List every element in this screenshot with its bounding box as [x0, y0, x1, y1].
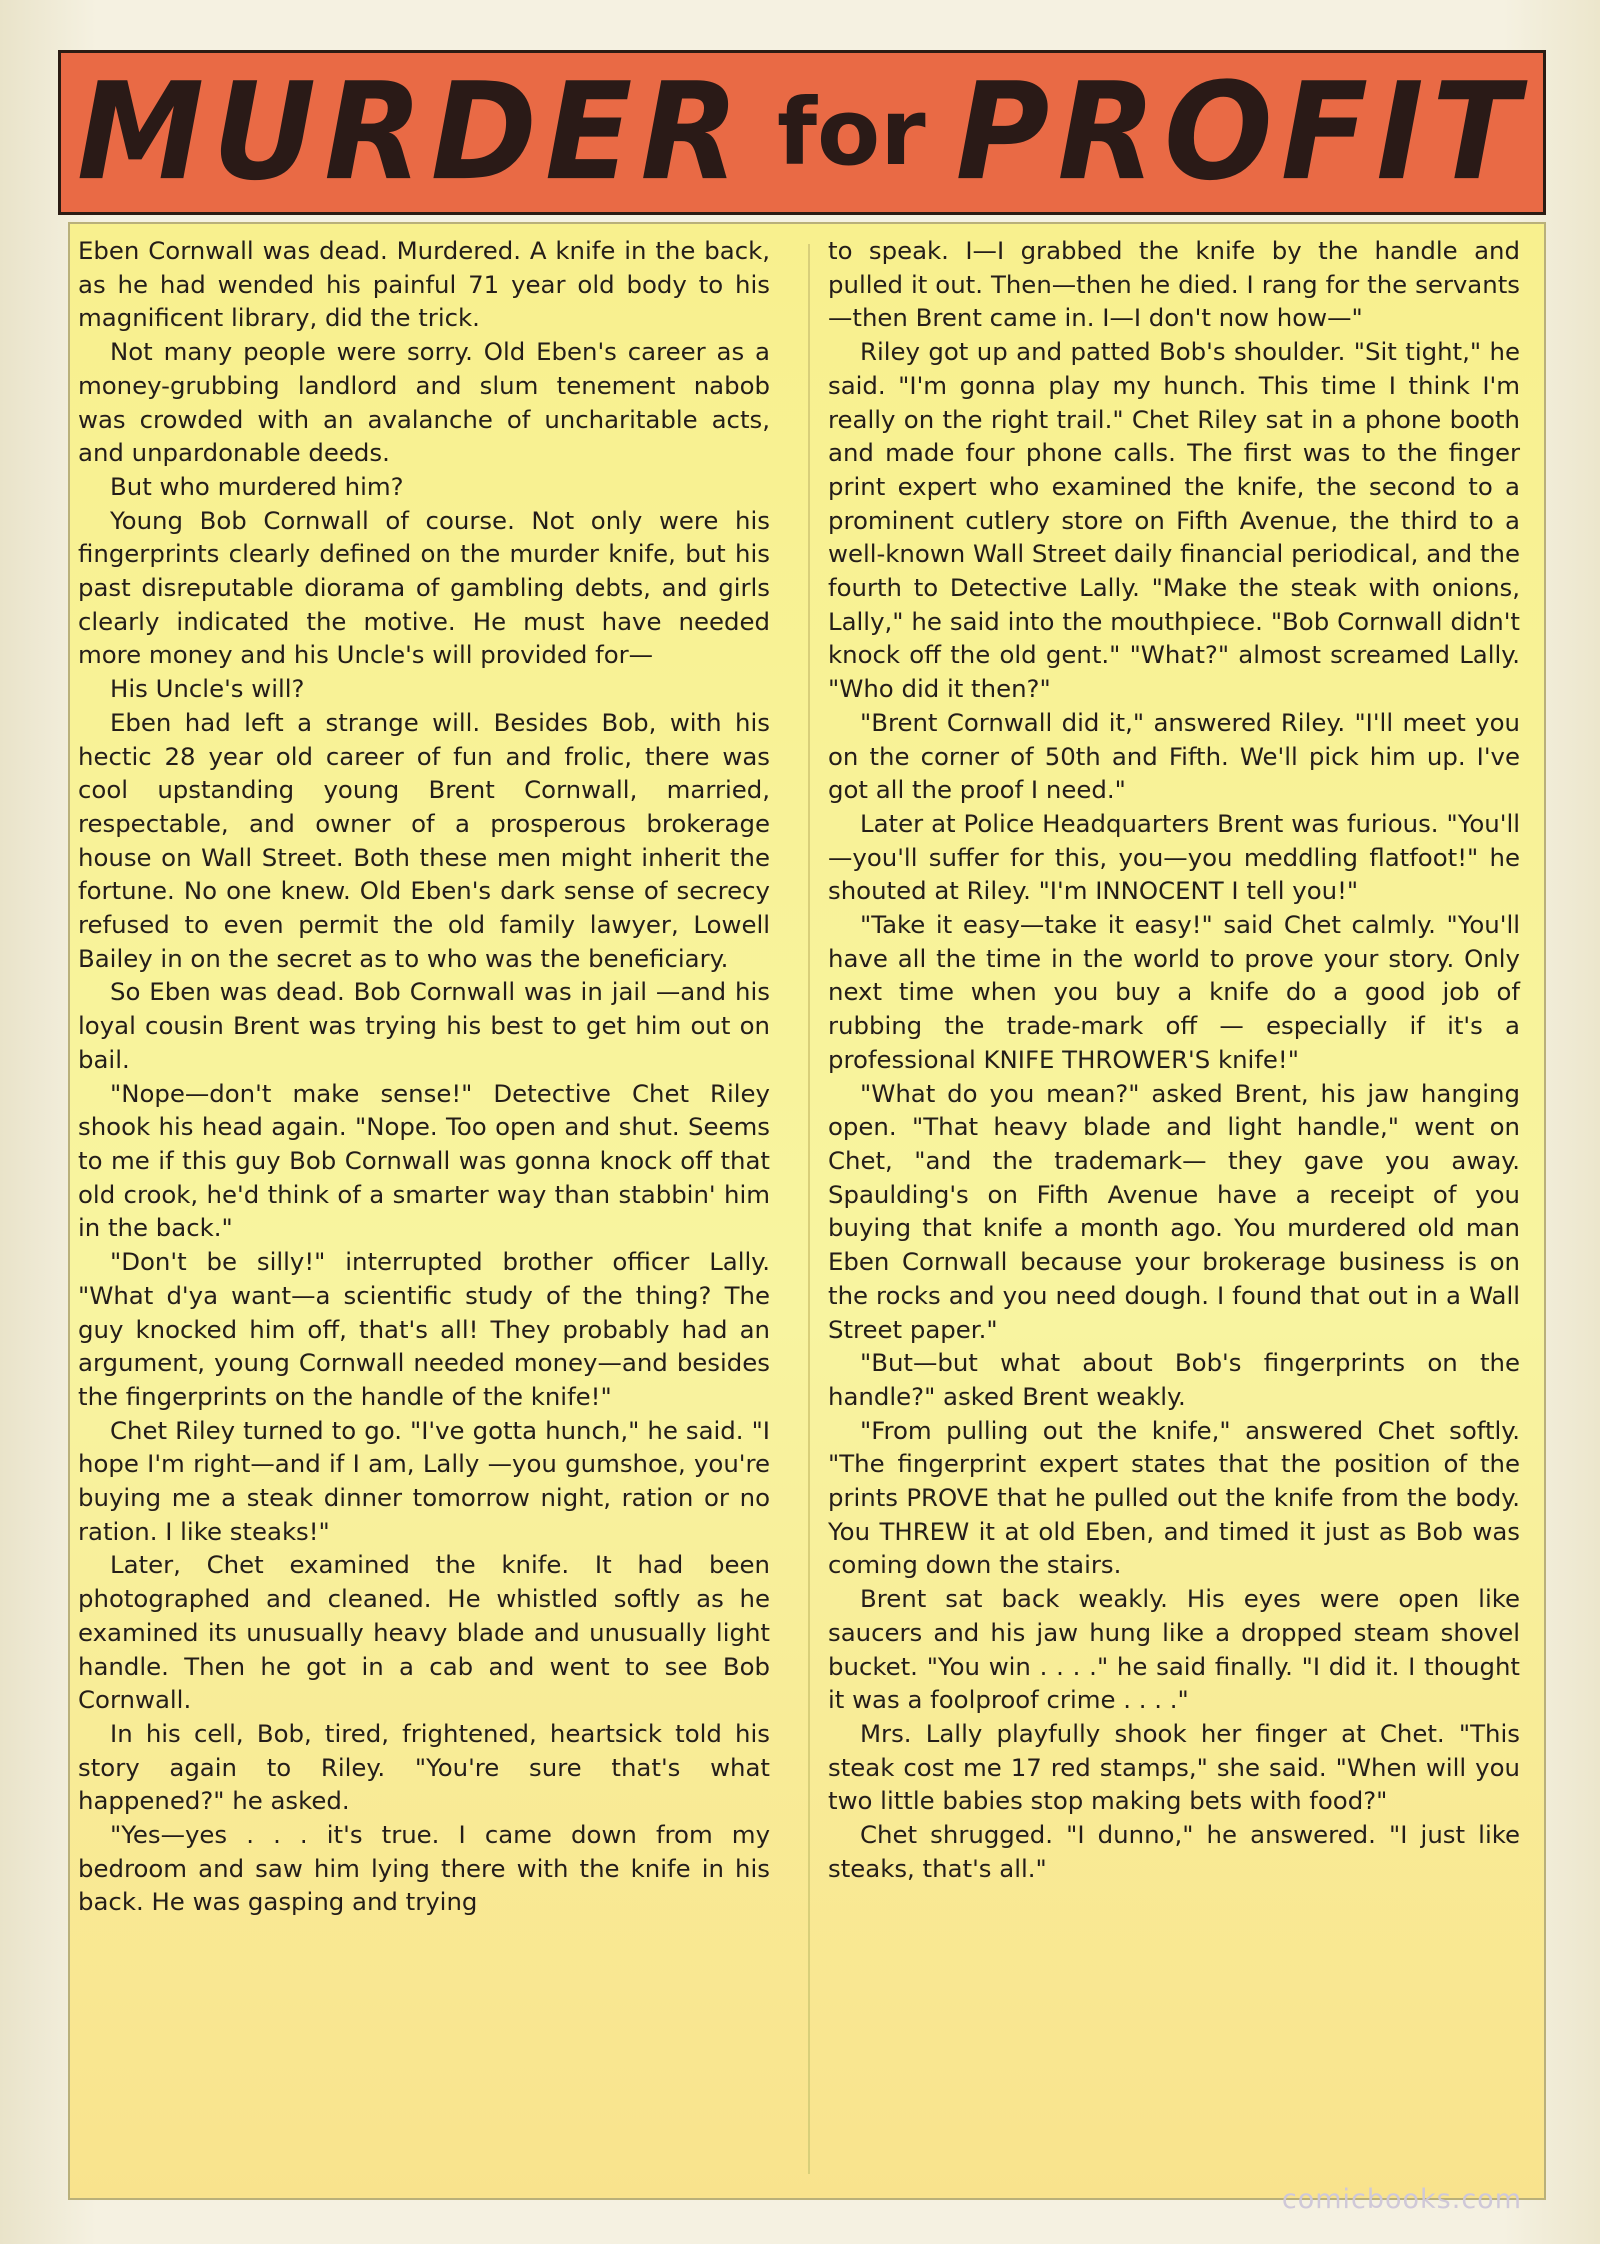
- story-left-column: [78, 234, 770, 1919]
- story-paragraph: So Eben was dead. Bob Cornwall was in jail —and his loyal cousin Brent was trying his best to get him out on bail.: [78, 977, 770, 1074]
- column-divider: [808, 244, 810, 2174]
- story-paragraph: to speak. I—I grabbed the knife by the handle and pulled it out. Then—then he died. I rang for the servants—then Brent came in. I—I don't now how—": [828, 236, 1520, 333]
- story-paragraph: "Yes—yes . . . it's true. I came down from my bedroom and saw him lying there with the knife in his back. He was gasping and trying: [78, 1820, 770, 1917]
- title-word-murder: MURDER: [76, 54, 747, 211]
- story-paragraph: "From pulling out the knife," answered Chet softly. "The fingerprint expert states that the position of the prints PROVE that he pulled out the knife from the body. You THREW it at old Eben, and timed it just as Bob was coming down the stairs.: [828, 1415, 1520, 1580]
- story-paragraph: Later, Chet examined the knife. It had been photographed and cleaned. He whistled softly as he examined its unusually heavy blade and unusually light handle. Then he got in a cab and went to see Bob Cornwall.: [78, 1550, 770, 1715]
- story-paragraph: "Take it easy—take it easy!" said Chet calmly. "You'll have all the time in the world to prove your story. Only next time when you buy a knife do a good job of rubbing the trade-mark off — especially if it's a professional KNIFE THROWER'S knife!": [828, 910, 1520, 1074]
- story-paragraph: But who murdered him?: [110, 471, 404, 501]
- story-paragraph: Mrs. Lally playfully shook her finger at Chet. "This steak cost me 17 red stamps," she said. "When will you two little babies stop making bets with food?": [828, 1718, 1520, 1816]
- story-panel: [68, 222, 1546, 2200]
- story-paragraph: Chet shrugged. "I dunno," he answered. "I just like steaks, that's all.": [828, 1820, 1520, 1883]
- story-paragraph: Not many people were sorry. Old Eben's career as a money-grubbing landlord and slum tenement nabob was crowded with an avalanche of uncharitable acts, and unpardonable deeds.: [78, 337, 770, 468]
- story-paragraph: Young Bob Cornwall of course. Not only were his fingerprints clearly defined on the murder knife, but his past disreputable diorama of gambling debts, and girls clearly indicated the motive. He must have needed more money and his Uncle's will provided for—: [78, 505, 770, 670]
- story-paragraph: Brent sat back weakly. His eyes were open like saucers and his jaw hung like a dropped steam shovel bucket. "You win . . . ." he said finally. "I did it. I thought it was a foolproof crime . . . .": [828, 1584, 1520, 1715]
- story-paragraph: Eben had left a strange will. Besides Bob, with his hectic 28 year old career of fun and frolic, there was cool upstanding young Brent Cornwall, married, respectable, and owner of a prosperous brokerage house on Wall Street. Both these men might inherit the fortune. No one knew. Old Eben's dark sense of secrecy refused to even permit the old family lawyer, Lowell Bailey in on the secret as to who was the beneficiary.: [78, 707, 770, 973]
- story-paragraph: In his cell, Bob, tired, frightened, heartsick told his story again to Riley. "You're sure that's what happened?" he asked.: [78, 1718, 770, 1816]
- story-right-column: [828, 234, 1520, 1885]
- title-banner: [58, 50, 1546, 215]
- story-paragraph: Later at Police Headquarters Brent was furious. "You'll—you'll suffer for this, you—you meddling flatfoot!" he shouted at Riley. "I'm INNOCENT I tell you!": [828, 808, 1520, 906]
- site-watermark: comicbooks.com: [1281, 2184, 1522, 2215]
- story-paragraph: Chet Riley turned to go. "I've gotta hunch," he said. "I hope I'm right—and if I am, Lally —you gumshoe, you're buying me a steak dinner tomorrow night, ration or no ration. I like steaks!": [78, 1415, 770, 1546]
- story-paragraph: His Uncle's will?: [110, 674, 305, 704]
- story-paragraph: "Nope—don't make sense!" Detective Chet Riley shook his head again. "Nope. Too open and shut. Seems to me if this guy Bob Cornwall was gonna knock off that old crook, he'd think of a smarter way than stabbin' him in the back.": [78, 1078, 770, 1243]
- title-word-profit: PROFIT: [955, 54, 1528, 211]
- story-paragraph: "But—but what about Bob's fingerprints on the handle?" asked Brent weakly.: [828, 1348, 1520, 1411]
- title-word-for: for: [776, 79, 926, 186]
- story-paragraph: "Brent Cornwall did it," answered Riley. "I'll meet you on the corner of 50th and Fifth. We'll pick him up. I've got all the proof I need.": [828, 707, 1520, 805]
- story-paragraph: Eben Cornwall was dead. Murdered. A knife in the back, as he had wended his painful 71 year old body to his magnificent library, did the trick.: [78, 236, 770, 333]
- story-paragraph: Riley got up and patted Bob's shoulder. "Sit tight," he said. "I'm gonna play my hunch. This time I think I'm really on the right trail." Chet Riley sat in a phone booth and made four phone calls. The first was to the finger print expert who examined the knife, the second to a prominent cutlery store on Fifth Avenue, the third to a well-known Wall Street daily financial periodical, and the fourth to Detective Lally. "Make the steak with onions, Lally," he said into the mouthpiece. "Bob Cornwall didn't knock off the old gent." "What?" almost screamed Lally. "Who did it then?": [828, 337, 1520, 704]
- story-paragraph: "What do you mean?" asked Brent, his jaw hanging open. "That heavy blade and light handle," went on Chet, "and the trademark— they gave you away. Spaulding's on Fifth Avenue have a receipt of you buying that knife a month ago. You murdered old man Eben Cornwall because your brokerage business is on the rocks and you need dough. I found that out in a Wall Street paper.": [828, 1078, 1520, 1344]
- story-paragraph: "Don't be silly!" interrupted brother officer Lally. "What d'ya want—a scientific study of the thing? The guy knocked him off, that's all! They probably had an argument, young Cornwall needed money—and besides the fingerprints on the handle of the knife!": [78, 1247, 770, 1411]
